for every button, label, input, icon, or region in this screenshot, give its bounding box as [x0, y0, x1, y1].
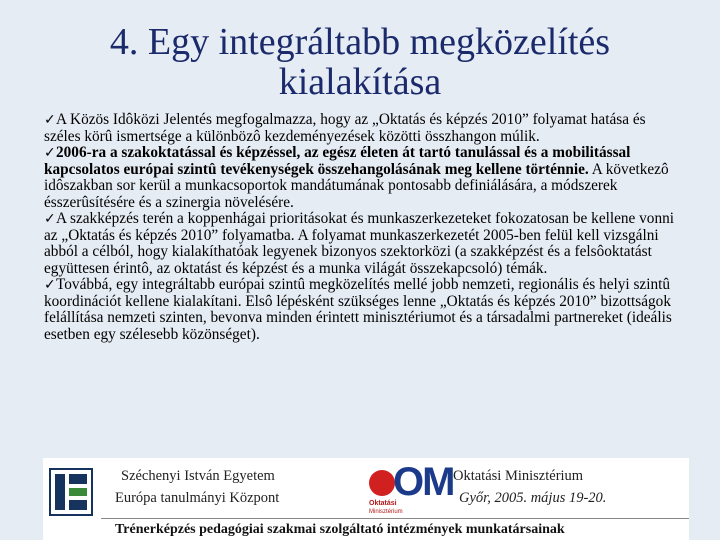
bullet-2 [44, 145, 678, 211]
bullet-2-text: A következô idôszakban sor kerül a munkacsoportok mandátumának pontosabb definiálására, a módszerek ésszerûsítésére és a szinergia növelésére. [44, 160, 669, 211]
university-logo [49, 468, 93, 516]
checkmark-icon: ✓ [44, 211, 56, 227]
bullet-3-text: A szakképzés terén a koppenhágai prioritásokat és munkaszerkezeteket fokozatosan be kellene vonni az „Oktatás és képzés 2010” folyamatba. A folyamat munkaszerkezetét 2005-ben felül kell vizsgálni abból a célból, hogy kialakíthatóak legyenek bizonyos szektorközi (a szakképzést és a felsôoktatást együttesen érintô, az oktatást és képzést és a munka világát összekapcsoló) témák. [44, 210, 674, 277]
bullet-4-text: Továbbá, egy integráltabb európai szintû megközelítés mellé jobb nemzeti, regionális és helyi szintû koordinációt kellene kialakítani. Elsô lépésként szükséges lenne „Oktatás és képzés 2010” bizottságok felállítása nemzeti szinten, bevonva minden érintett minisztériumot és a társadalmi partnereket (ideális esetben egy szélesebb közönséget). [44, 276, 672, 343]
footer-right-line2: Győr, 2005. május 19-20. [459, 490, 607, 506]
bullet-2-bold-text: 2006-ra a szakoktatással és képzéssel, az egész életen át tartó tanulással és a mobilitással kapcsolatos európai szintû tevékenységek összehangolásának meg kellene történnie. [44, 144, 631, 178]
om-logo-circle [369, 470, 395, 496]
bullet-1 [44, 112, 678, 145]
om-logo-sub1: Oktatási [369, 500, 397, 507]
bullet-1-text: A Közös Idôközi Jelentés megfogalmazza, hogy az „Oktatás és képzés 2010” folyamat hatása és széles körû ismertsége a különbözô kezdeményezések közötti összhangon múlik. [44, 111, 646, 145]
bullet-list [44, 112, 678, 343]
slide-title-line2: kialakítása [278, 61, 442, 103]
om-logo [369, 460, 454, 516]
checkmark-icon: ✓ [44, 277, 56, 293]
footer-divider [101, 518, 689, 519]
footer-right-line1: Oktatási Minisztérium [453, 468, 584, 484]
checkmark-icon: ✓ [44, 145, 56, 161]
footer-left-line1: Széchenyi István Egyetem [121, 468, 275, 484]
footer-banner [43, 458, 689, 540]
checkmark-icon: ✓ [44, 112, 56, 128]
footer-left-line2: Európa tanulmányi Központ [115, 490, 280, 506]
om-logo-sub2: Minisztérium [369, 509, 403, 515]
bullet-3 [44, 211, 678, 277]
footer-bottom-line: Trénerképzés pedagógiai szakmai szolgáltató intézmények munkatársainak [115, 522, 565, 537]
om-logo-text: OM [393, 460, 454, 504]
slide-title [0, 22, 720, 102]
bullet-4 [44, 277, 678, 343]
slide-title-line1: 4. Egy integráltabb megközelítés [109, 21, 611, 63]
